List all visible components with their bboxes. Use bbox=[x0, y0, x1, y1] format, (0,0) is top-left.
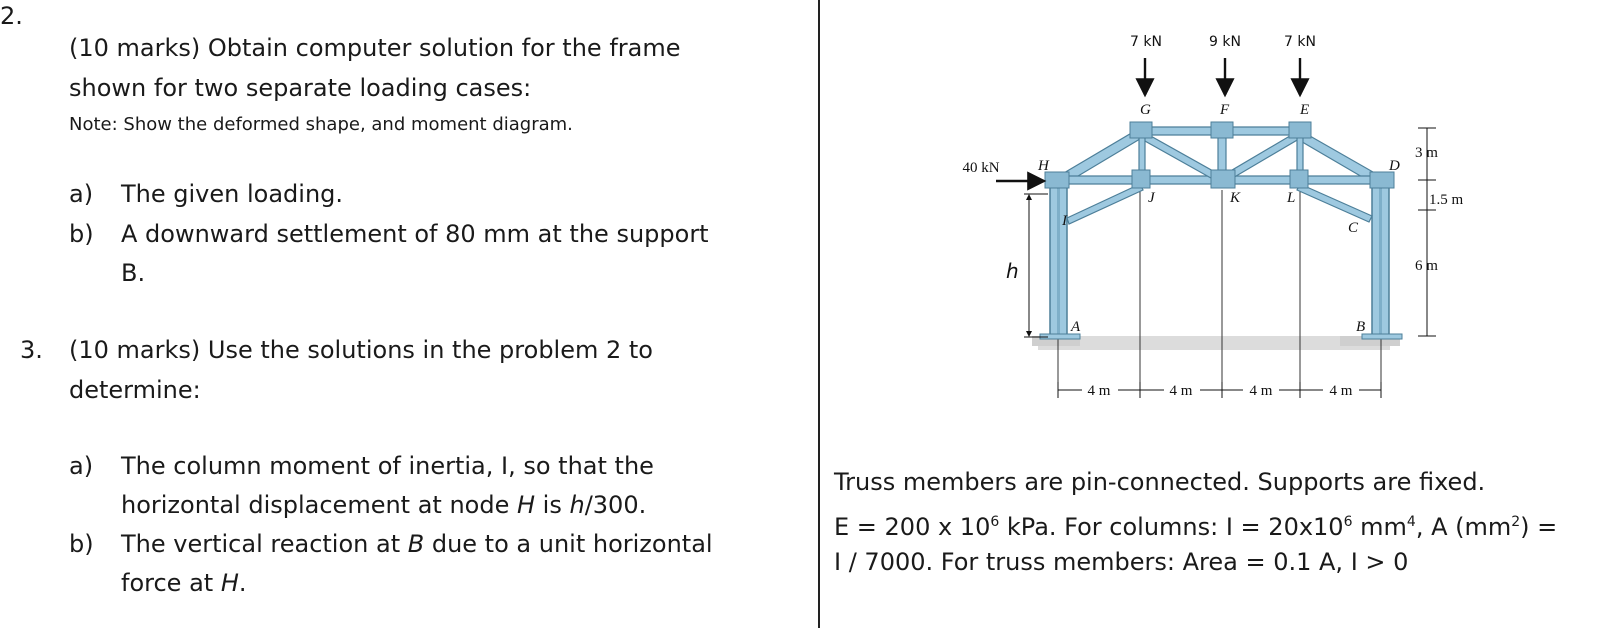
caption-line-2-end: ) = bbox=[1520, 513, 1558, 541]
caption-a-units: , A (mm bbox=[1415, 513, 1512, 541]
problem-2-line-1: (10 marks) Obtain computer solution for the frame bbox=[69, 34, 681, 62]
problem-3-line-2: determine: bbox=[69, 376, 201, 404]
caption-i-exp: 6 bbox=[1343, 514, 1353, 530]
problem-3-b-text-2-pre: force at bbox=[121, 569, 221, 597]
caption-mm-exp: 4 bbox=[1406, 514, 1416, 530]
node-label-h: H bbox=[1038, 158, 1049, 174]
span-label-1: 4 m bbox=[1087, 383, 1111, 399]
node-label-k: K bbox=[1230, 190, 1241, 206]
problem-3-a-h: h bbox=[569, 491, 585, 519]
node-label-f: F bbox=[1220, 102, 1230, 118]
caption-mm: mm bbox=[1352, 513, 1407, 541]
dim-label-3m: 3 m bbox=[1415, 145, 1438, 161]
caption-line-1: Truss members are pin-connected. Supports are fixed. bbox=[834, 468, 1486, 496]
problem-2-a-label: a) bbox=[69, 180, 94, 208]
base-plate-b bbox=[1362, 334, 1402, 339]
node-label-c: C bbox=[1348, 220, 1359, 236]
node-label-j: J bbox=[1148, 190, 1155, 206]
problem-2-line-2: shown for two separate loading cases: bbox=[69, 74, 532, 102]
span-label-3: 4 m bbox=[1249, 383, 1273, 399]
node-label-e: E bbox=[1300, 102, 1310, 118]
node-label-i: I bbox=[1062, 213, 1067, 229]
load-label-f: 9 kN bbox=[1209, 34, 1241, 50]
load-label-e: 7 kN bbox=[1284, 34, 1316, 50]
node-label-a: A bbox=[1071, 319, 1081, 335]
problem-3-b-text-2-post: . bbox=[238, 569, 247, 597]
ground-strip bbox=[1038, 336, 1390, 350]
problem-3-b-text-1-post: due to a unit horizontal bbox=[424, 530, 713, 558]
problem-3-a-text-2-mid: is bbox=[535, 491, 570, 519]
node-label-d: D bbox=[1389, 158, 1400, 174]
span-guide-lines bbox=[1058, 190, 1381, 395]
node-label-b: B bbox=[1356, 319, 1366, 335]
caption-line-3: I / 7000. For truss members: Area = 0.1 A, I > 0 bbox=[834, 548, 1409, 576]
problem-2-b-text-2: B. bbox=[121, 259, 146, 287]
problem-3-a-text-2-pre: horizontal displacement at node bbox=[121, 491, 517, 519]
problem-2-a-text: The given loading. bbox=[121, 180, 344, 208]
problem-3-a-label: a) bbox=[69, 452, 94, 480]
span-label-4: 4 m bbox=[1329, 383, 1353, 399]
load-label-h: 40 kN bbox=[962, 160, 1000, 176]
load-label-g: 7 kN bbox=[1130, 34, 1162, 50]
caption-a-exp: 2 bbox=[1511, 514, 1521, 530]
problem-3-line-1: (10 marks) Use the solutions in the problem 2 to bbox=[69, 336, 653, 364]
problem-3-b-node-b: B bbox=[407, 530, 425, 558]
height-label: h bbox=[1006, 259, 1019, 283]
problem-3-b-node-h: H bbox=[220, 569, 239, 597]
problem-2-b-label: b) bbox=[69, 220, 94, 248]
problem-3-a-text-1: The column moment of inertia, I, so that the bbox=[121, 452, 654, 480]
problem-3-b-text-1-pre: The vertical reaction at bbox=[121, 530, 408, 558]
node-label-l: L bbox=[1287, 190, 1296, 206]
problem-3-a-text-2-post: /300. bbox=[584, 491, 647, 519]
problem-2-note: Note: Show the deformed shape, and moment diagram. bbox=[69, 114, 573, 135]
dim-label-6m: 6 m bbox=[1415, 258, 1438, 274]
problem-2-b-text-1: A downward settlement of 80 mm at the support bbox=[121, 220, 709, 248]
caption-columns-i: kPa. For columns: I = 20x10 bbox=[999, 513, 1344, 541]
right-column-flange bbox=[1379, 180, 1382, 338]
dim-label-1-5m: 1.5 m bbox=[1429, 192, 1464, 208]
left-column-flange bbox=[1057, 180, 1060, 338]
problem-3-a-node-h: H bbox=[516, 491, 536, 519]
caption-e-exp: 6 bbox=[990, 514, 1000, 530]
problem-2-number: 2. bbox=[0, 2, 23, 30]
caption-line-2 bbox=[834, 502, 1557, 547]
span-label-2: 4 m bbox=[1169, 383, 1193, 399]
node-label-g: G bbox=[1140, 102, 1151, 118]
problem-3-b-label: b) bbox=[69, 530, 94, 558]
caption-e-value: E = 200 x 10 bbox=[834, 513, 991, 541]
problem-3-number: 3. bbox=[20, 336, 43, 364]
